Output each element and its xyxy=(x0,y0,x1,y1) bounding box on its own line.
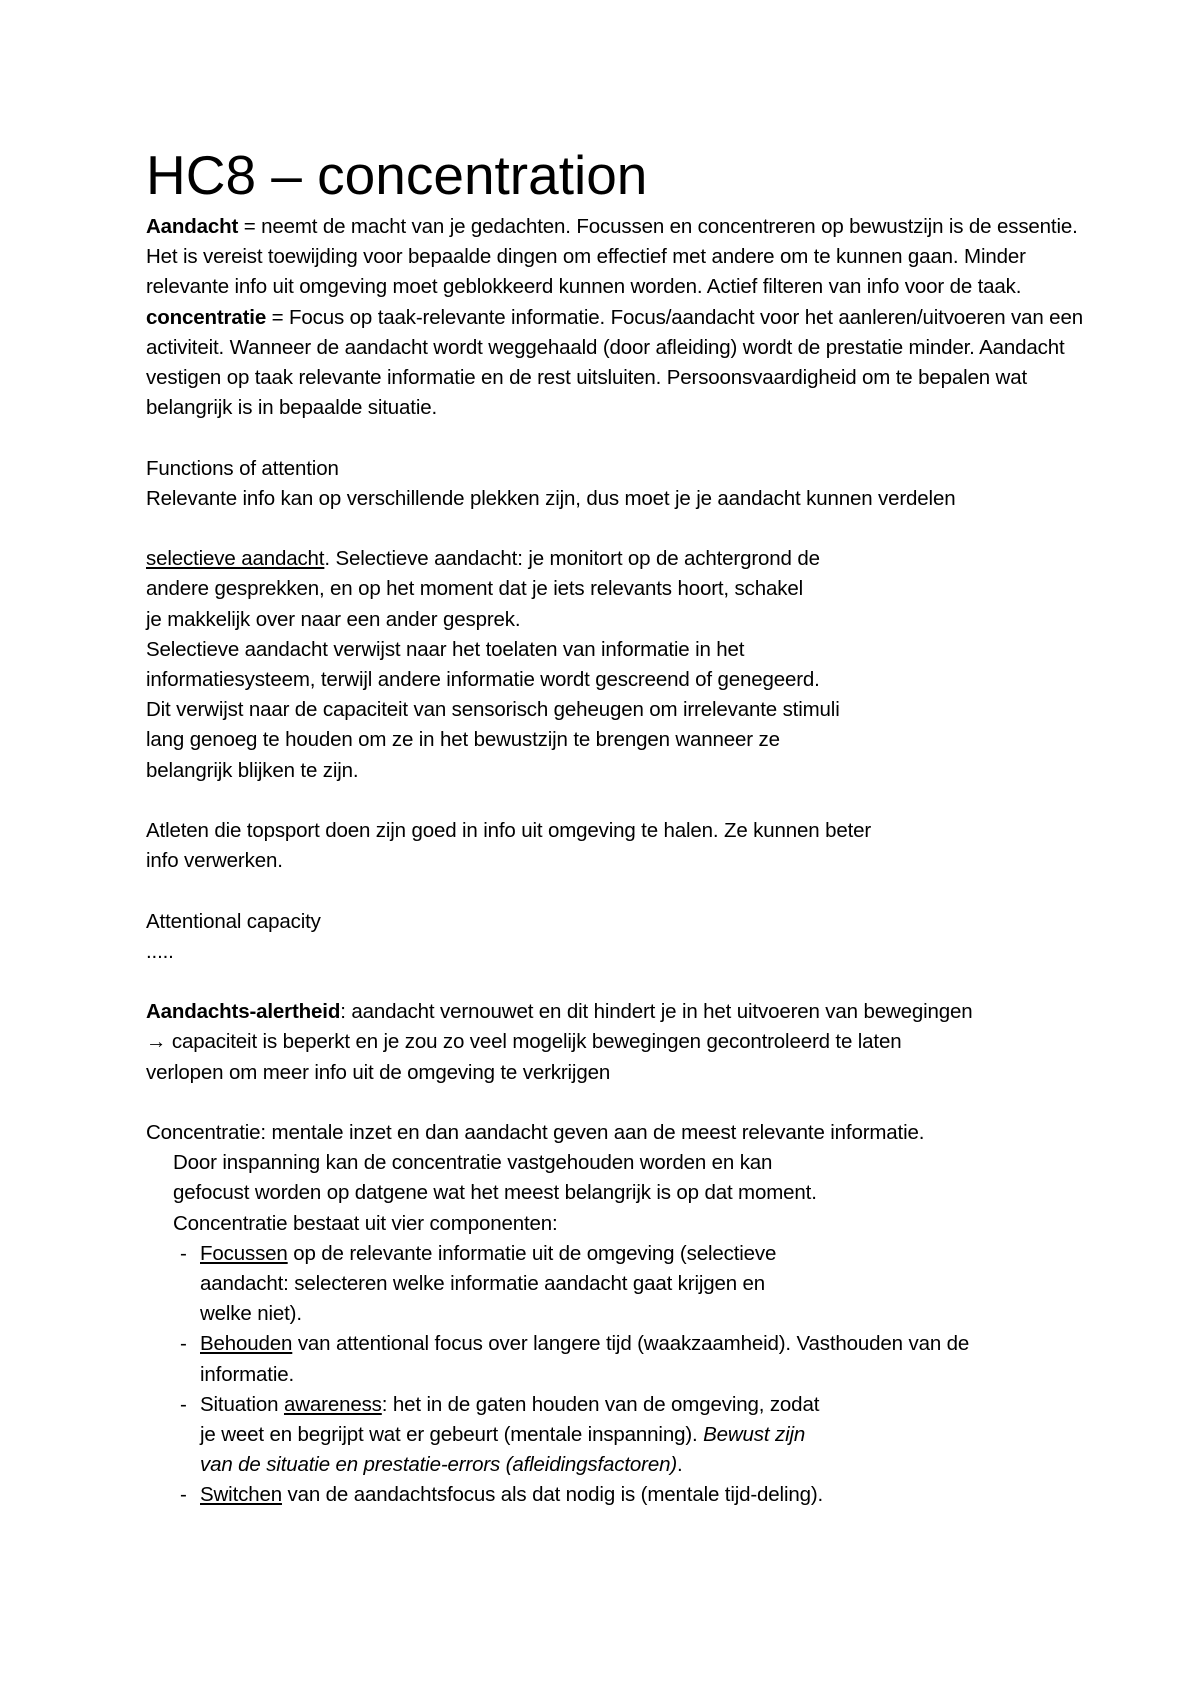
capacity-dots: ..... xyxy=(146,939,174,963)
components-list xyxy=(146,1239,1086,1511)
component-line xyxy=(200,1450,1086,1480)
selectieve-line: andere gesprekken, en op het moment dat je iets relevants hoort, schakel xyxy=(146,577,803,601)
section-selectieve-aandacht xyxy=(146,544,1086,786)
term-focussen: Focussen xyxy=(200,1241,288,1265)
dash-bullet: - xyxy=(180,1483,187,1507)
component-line xyxy=(200,1239,1086,1269)
selectieve-line: Dit verwijst naar de capaciteit van sensorisch geheugen om irrelevante stimuli xyxy=(146,698,840,722)
component-italic-text: van de situatie en prestatie-errors (afleidingsfactoren) xyxy=(200,1453,678,1477)
blank-line xyxy=(146,514,1086,544)
term-switchen: Switchen xyxy=(200,1483,282,1507)
blank-line xyxy=(146,876,1086,906)
atleten-paragraph: Atleten die topsport doen zijn goed in info uit omgeving te halen. Ze kunnen beter info verwerken. xyxy=(146,819,872,873)
page-title: HC8 – concentration xyxy=(146,144,648,206)
concentratie-definition: = Focus op taak-relevante informatie. Focus/aandacht voor het aanleren/uitvoeren van een activiteit. Wanneer de aandacht wordt weggehaald (door afleiding) wordt de prestatie minder. Aandacht vestigen op taak relevante informatie en de rest uitsluiten. Persoonsvaardigheid om te bepalen wat belangrijk is in bepaalde situatie. xyxy=(146,305,1083,420)
component-text: . xyxy=(677,1453,683,1477)
component-line xyxy=(200,1420,1086,1450)
section-alertheid xyxy=(146,997,1086,1088)
inspanning-line: gefocust worden op datgene wat het meest belangrijk is op dat moment. xyxy=(173,1181,817,1205)
list-item xyxy=(146,1390,1086,1481)
blank-line xyxy=(146,967,1086,997)
term-awareness: awareness xyxy=(283,1392,382,1416)
list-item xyxy=(146,1329,1086,1389)
selectieve-line: informatiesysteem, terwijl andere informatie wordt gescreend of genegeerd. xyxy=(146,668,820,692)
component-text: : het in de gaten houden van de omgeving, zodat xyxy=(381,1392,820,1416)
selectieve-line: je makkelijk over naar een ander gesprek. xyxy=(146,607,521,631)
component-line xyxy=(200,1329,1086,1359)
alertheid-line-text: : aandacht vernouwet en dit hindert je in het uitvoeren van bewegingen xyxy=(340,1000,973,1024)
component-line xyxy=(200,1390,1086,1420)
selectieve-line-text: . Selectieve aandacht: je monitort op de achtergrond de xyxy=(324,547,820,571)
inspanning-block xyxy=(146,1148,1086,1239)
component-text: je weet en begrijpt wat er gebeurt (mentale inspanning). xyxy=(200,1423,704,1447)
aandacht-definition: = neemt de macht van je gedachten. Focussen en concentreren op bewustzijn is de essentie. Het is vereist toewijding voor bepaalde dingen om effectief met andere om te kunnen gaan. Minder relevante info uit omgeving moet geblokkeerd kunnen worden. Actief filteren van info voor de taak. xyxy=(146,215,1078,299)
dash-bullet: - xyxy=(180,1332,187,1356)
dash-bullet: - xyxy=(180,1392,187,1416)
selectieve-line: belangrijk blijken te zijn. xyxy=(146,758,359,782)
alertheid-line xyxy=(146,997,1086,1027)
selectieve-line: lang genoeg te houden om ze in het bewustzijn te brengen wanneer ze xyxy=(146,728,780,752)
term-concentratie: concentratie xyxy=(146,305,267,329)
component-text: op de relevante informatie uit de omgeving (selectieve xyxy=(287,1241,777,1265)
component-line xyxy=(200,1480,1086,1510)
component-text: van de aandachtsfocus als dat nodig is (mentale tijd-deling). xyxy=(281,1483,824,1507)
list-item xyxy=(146,1480,1086,1510)
dash-bullet: - xyxy=(180,1241,187,1265)
concentratie-def: Concentratie: mentale inzet en dan aandacht geven aan de meest relevante informatie. xyxy=(146,1121,925,1144)
capacity-heading: Attentional capacity xyxy=(146,909,321,933)
term-aandacht: Aandacht xyxy=(146,215,239,238)
paragraph-concentratie xyxy=(146,303,1086,424)
selectieve-line: Selectieve aandacht verwijst naar het toelaten van informatie in het xyxy=(146,637,745,661)
term-aandachts-alertheid: Aandachts-alertheid xyxy=(146,1000,341,1024)
component-text: Situation xyxy=(200,1392,284,1416)
term-selectieve-aandacht: selectieve aandacht xyxy=(146,547,325,571)
paragraph-aandacht xyxy=(146,212,1086,303)
alertheid-line: verlopen om meer info uit de omgeving te verkrijgen xyxy=(146,1060,611,1084)
functions-text: Relevante info kan op verschillende plekken zijn, dus moet je je aandacht kunnen verdelen xyxy=(146,486,956,510)
component-text: van attentional focus over langere tijd (waakzaamheid). Vasthouden van de xyxy=(292,1332,970,1356)
arrow-right-icon: → xyxy=(146,1030,167,1054)
component-line: aandacht: selecteren welke informatie aandacht gaat krijgen en xyxy=(200,1272,766,1296)
inspanning-line: Door inspanning kan de concentratie vastgehouden worden en kan xyxy=(173,1151,773,1175)
blank-line xyxy=(146,423,1086,453)
inspanning-line: Concentratie bestaat uit vier componenten: xyxy=(173,1211,558,1235)
document-body xyxy=(146,138,1086,1511)
list-item xyxy=(146,1239,1086,1330)
functions-heading: Functions of attention xyxy=(146,456,339,480)
term-behouden: Behouden xyxy=(200,1332,293,1356)
component-line: informatie. xyxy=(200,1362,295,1386)
alertheid-line-text: capaciteit is beperkt en je zou zo veel mogelijk bewegingen gecontroleerd te laten xyxy=(166,1030,902,1054)
blank-line xyxy=(146,786,1086,816)
blank-line xyxy=(146,1088,1086,1118)
alertheid-line xyxy=(146,1027,1086,1057)
component-line: welke niet). xyxy=(200,1302,302,1326)
selectieve-line xyxy=(146,544,1086,574)
component-italic-text: Bewust zijn xyxy=(703,1423,806,1447)
